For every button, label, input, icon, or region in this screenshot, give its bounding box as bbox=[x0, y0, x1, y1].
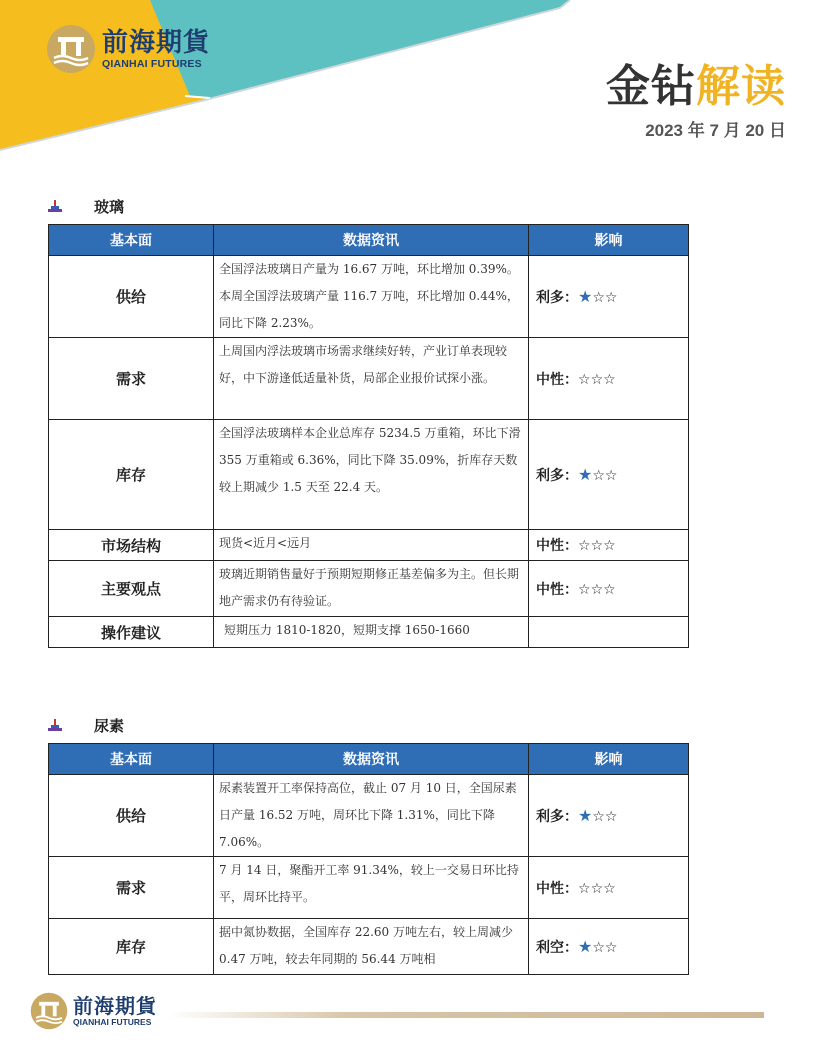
row-info: 玻璃近期销售量好于预期短期修正基差偏多为主。但长期地产需求仍有待验证。 bbox=[214, 561, 529, 617]
rating-stars bbox=[578, 372, 616, 388]
star-filled-icon: ★ bbox=[578, 936, 593, 956]
row-impact bbox=[529, 561, 689, 617]
table-row bbox=[49, 420, 689, 530]
row-impact bbox=[529, 256, 689, 338]
header-logo bbox=[46, 24, 210, 74]
table-row bbox=[49, 561, 689, 617]
qianhai-logo-icon bbox=[46, 24, 96, 74]
rating-stars bbox=[578, 582, 616, 598]
star-empty-icon: ☆ bbox=[578, 581, 591, 598]
table-row bbox=[49, 919, 689, 975]
star-empty-icon: ☆ bbox=[590, 880, 604, 897]
header-impact: 影响 bbox=[529, 744, 689, 775]
star-empty-icon: ☆ bbox=[590, 538, 604, 554]
brand-part1: 金钻 bbox=[606, 61, 696, 112]
bullet-icon bbox=[48, 200, 62, 214]
rating-stars bbox=[578, 805, 618, 825]
header-fundamentals: 基本面 bbox=[49, 225, 214, 256]
star-empty-icon: ☆ bbox=[592, 467, 605, 484]
rating-stars bbox=[578, 464, 618, 484]
row-label: 需求 bbox=[49, 857, 214, 919]
impact-label: 利多： bbox=[536, 289, 578, 306]
qianhai-logo-icon bbox=[30, 992, 68, 1030]
table-row bbox=[49, 775, 689, 857]
star-empty-icon: ☆ bbox=[578, 371, 591, 388]
brand-part2: 解读 bbox=[696, 61, 786, 112]
report-brand-title bbox=[606, 50, 786, 114]
section-title-glass bbox=[48, 196, 124, 217]
header-data-info: 数据资讯 bbox=[214, 744, 529, 775]
star-filled-icon: ★ bbox=[578, 464, 593, 484]
section-title-text: 尿素 bbox=[94, 717, 125, 735]
glass-table bbox=[48, 224, 689, 648]
row-impact bbox=[529, 530, 689, 561]
impact-label: 中性： bbox=[536, 581, 578, 598]
impact-label: 中性： bbox=[536, 371, 578, 388]
footer-logo bbox=[30, 992, 157, 1030]
table-row bbox=[49, 338, 689, 420]
section-title-urea bbox=[48, 715, 124, 736]
report-date: 2023 年 7 月 20 日 bbox=[645, 121, 786, 140]
footer-logo-english: QIANHAI FUTURES bbox=[73, 1017, 152, 1027]
row-label: 供给 bbox=[49, 256, 214, 338]
header-data-info: 数据资讯 bbox=[214, 225, 529, 256]
row-impact bbox=[529, 338, 689, 420]
rating-stars bbox=[578, 286, 618, 306]
star-empty-icon: ☆ bbox=[578, 880, 591, 897]
table-row bbox=[49, 857, 689, 919]
star-empty-icon: ☆ bbox=[603, 581, 616, 598]
star-filled-icon: ★ bbox=[578, 286, 593, 306]
impact-label: 利多： bbox=[536, 808, 578, 825]
rating-stars bbox=[578, 936, 618, 956]
row-label: 库存 bbox=[49, 919, 214, 975]
star-empty-icon: ☆ bbox=[592, 808, 605, 825]
footer-divider bbox=[168, 1012, 764, 1018]
row-impact bbox=[529, 775, 689, 857]
row-info: 7 月 14 日，聚酯开工率 91.34%，较上一交易日环比持平，周环比持平。 bbox=[214, 857, 529, 919]
row-info: 短期压力 1810-1820，短期支撑 1650-1660 bbox=[214, 617, 529, 648]
row-impact bbox=[529, 420, 689, 530]
header-impact: 影响 bbox=[529, 225, 689, 256]
bullet-icon bbox=[48, 719, 62, 733]
row-info: 全国浮法玻璃样本企业总库存 5234.5 万重箱，环比下滑 355 万重箱或 6.36%，同比下降 35.09%，折库存天数较上期减少 1.5 天至 22.4 天。 bbox=[214, 420, 529, 530]
logo-english-name: QIANHAI FUTURES bbox=[102, 58, 202, 70]
row-label: 供给 bbox=[49, 775, 214, 857]
table-row bbox=[49, 617, 689, 648]
row-label: 市场结构 bbox=[49, 530, 214, 561]
logo-chinese-name: 前海期貨 bbox=[102, 28, 211, 58]
star-empty-icon: ☆ bbox=[604, 808, 618, 825]
star-empty-icon: ☆ bbox=[592, 939, 605, 956]
star-empty-icon: ☆ bbox=[604, 467, 618, 484]
table-row bbox=[49, 530, 689, 561]
impact-label: 中性： bbox=[536, 538, 578, 554]
table-header-row bbox=[49, 225, 689, 256]
row-info: 尿素装置开工率保持高位，截止 07 月 10 日，全国尿素日产量 16.52 万吨，周环比下降 1.31%，同比下降 7.06%。 bbox=[214, 775, 529, 857]
table-row bbox=[49, 256, 689, 338]
footer-logo-chinese: 前海期貨 bbox=[73, 994, 157, 1018]
row-label: 主要观点 bbox=[49, 561, 214, 617]
star-empty-icon: ☆ bbox=[603, 538, 616, 554]
star-filled-icon: ★ bbox=[578, 805, 593, 825]
rating-stars bbox=[578, 538, 616, 554]
impact-label: 中性： bbox=[536, 880, 578, 897]
table-header-row bbox=[49, 744, 689, 775]
urea-table bbox=[48, 743, 689, 975]
row-label: 操作建议 bbox=[49, 617, 214, 648]
section-title-text: 玻璃 bbox=[94, 198, 125, 216]
row-info: 全国浮法玻璃日产量为 16.67 万吨，环比增加 0.39%。本周全国浮法玻璃产量 116.7 万吨，环比增加 0.44%，同比下降 2.23%。 bbox=[214, 256, 529, 338]
row-info: 现货<近月<远月 bbox=[214, 530, 529, 561]
star-empty-icon: ☆ bbox=[590, 371, 604, 388]
star-empty-icon: ☆ bbox=[603, 880, 616, 897]
header-fundamentals: 基本面 bbox=[49, 744, 214, 775]
row-impact bbox=[529, 857, 689, 919]
star-empty-icon: ☆ bbox=[592, 289, 605, 306]
impact-label: 利多： bbox=[536, 467, 578, 484]
row-impact bbox=[529, 617, 689, 648]
rating-stars bbox=[578, 881, 616, 897]
star-empty-icon: ☆ bbox=[604, 939, 618, 956]
row-info: 上周国内浮法玻璃市场需求继续好转，产业订单表现较好，中下游逢低适量补货，局部企业报价试探小涨。 bbox=[214, 338, 529, 420]
star-empty-icon: ☆ bbox=[578, 538, 591, 554]
row-label: 库存 bbox=[49, 420, 214, 530]
row-label: 需求 bbox=[49, 338, 214, 420]
star-empty-icon: ☆ bbox=[604, 289, 618, 306]
star-empty-icon: ☆ bbox=[603, 371, 616, 388]
impact-label: 利空： bbox=[536, 939, 578, 956]
row-impact bbox=[529, 919, 689, 975]
star-empty-icon: ☆ bbox=[590, 581, 604, 598]
row-info: 据中氮协数据，全国库存 22.60 万吨左右，较上周减少 0.47 万吨，较去年同期的 56.44 万吨相 bbox=[214, 919, 529, 975]
